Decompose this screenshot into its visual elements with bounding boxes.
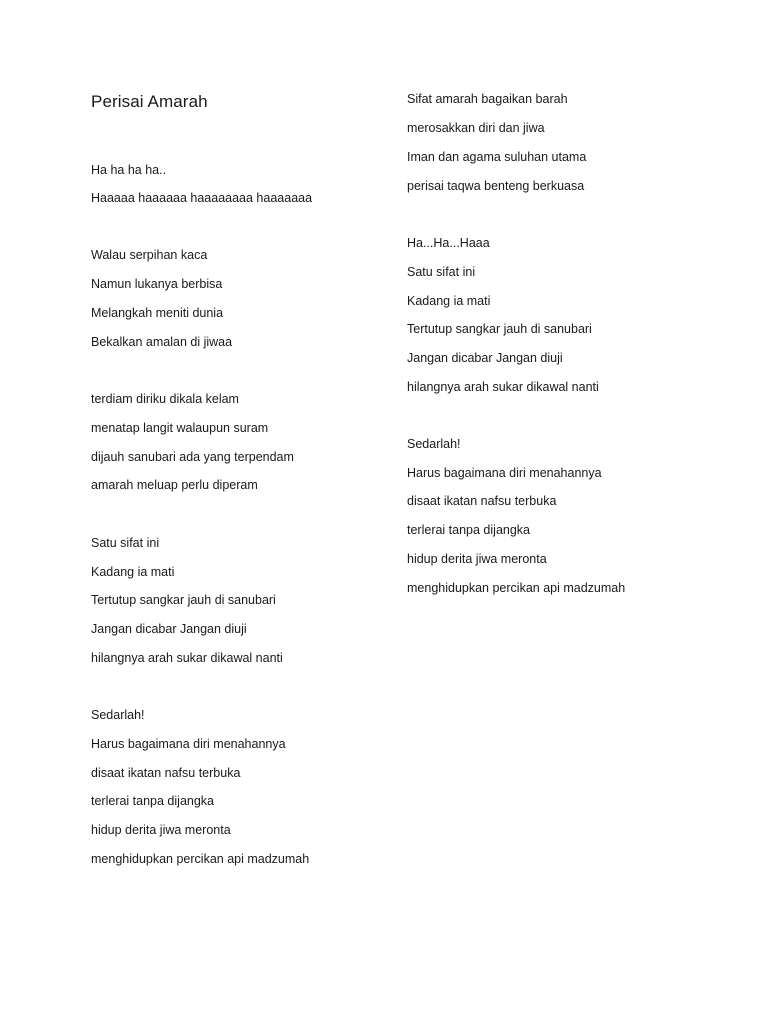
right-column-line: perisai taqwa benteng berkuasa [407, 179, 585, 193]
left-column-line: menghidupkan percikan api madzumah [91, 852, 310, 866]
poem-title: Perisai Amarah [91, 92, 208, 111]
left-column-line: Bekalkan amalan di jiwaa [91, 335, 233, 349]
right-column-line: Sedarlah! [407, 437, 461, 451]
left-column-line: Ha ha ha ha.. [91, 163, 167, 177]
right-column-line: hidup derita jiwa meronta [407, 552, 547, 566]
right-column-line: Ha...Ha...Haaa [407, 236, 490, 250]
left-column-line: hidup derita jiwa meronta [91, 823, 231, 837]
left-column-line: menatap langit walaupun suram [91, 421, 269, 435]
right-column-line: hilangnya arah sukar dikawal nanti [407, 380, 599, 394]
right-column-line: Iman dan agama suluhan utama [407, 150, 587, 164]
left-column-line: hilangnya arah sukar dikawal nanti [91, 651, 283, 665]
left-column-line: amarah meluap perlu diperam [91, 478, 258, 492]
left-column-line: disaat ikatan nafsu terbuka [91, 766, 241, 780]
right-column-line: Tertutup sangkar jauh di sanubari [407, 322, 592, 336]
right-column-line: merosakkan diri dan jiwa [407, 121, 545, 135]
right-column-line: terlerai tanpa dijangka [407, 523, 530, 537]
right-column-line: Harus bagaimana diri menahannya [407, 466, 602, 480]
left-column-line: Satu sifat ini [91, 536, 160, 550]
left-column-line: Jangan dicabar Jangan diuji [91, 622, 247, 636]
left-column-line: terlerai tanpa dijangka [91, 794, 214, 808]
left-column-line: Harus bagaimana diri menahannya [91, 737, 286, 751]
left-column-line: Walau serpihan kaca [91, 248, 208, 262]
right-column-line: disaat ikatan nafsu terbuka [407, 494, 557, 508]
left-column-line: dijauh sanubari ada yang terpendam [91, 450, 294, 464]
left-column-line: Sedarlah! [91, 708, 145, 722]
left-column-line: Haaaaa haaaaaa haaaaaaaa haaaaaaa [91, 191, 313, 205]
left-column-line: terdiam diriku dikala kelam [91, 392, 239, 406]
right-column-line: menghidupkan percikan api madzumah [407, 581, 626, 595]
right-column-line: Satu sifat ini [407, 265, 476, 279]
right-column-line: Sifat amarah bagaikan barah [407, 92, 568, 106]
right-column-line: Jangan dicabar Jangan diuji [407, 351, 563, 365]
left-column-line: Kadang ia mati [91, 565, 175, 579]
left-column-line: Melangkah meniti dunia [91, 306, 224, 320]
right-column-line: Kadang ia mati [407, 294, 491, 308]
left-column-line: Namun lukanya berbisa [91, 277, 223, 291]
left-column-line: Tertutup sangkar jauh di sanubari [91, 593, 276, 607]
